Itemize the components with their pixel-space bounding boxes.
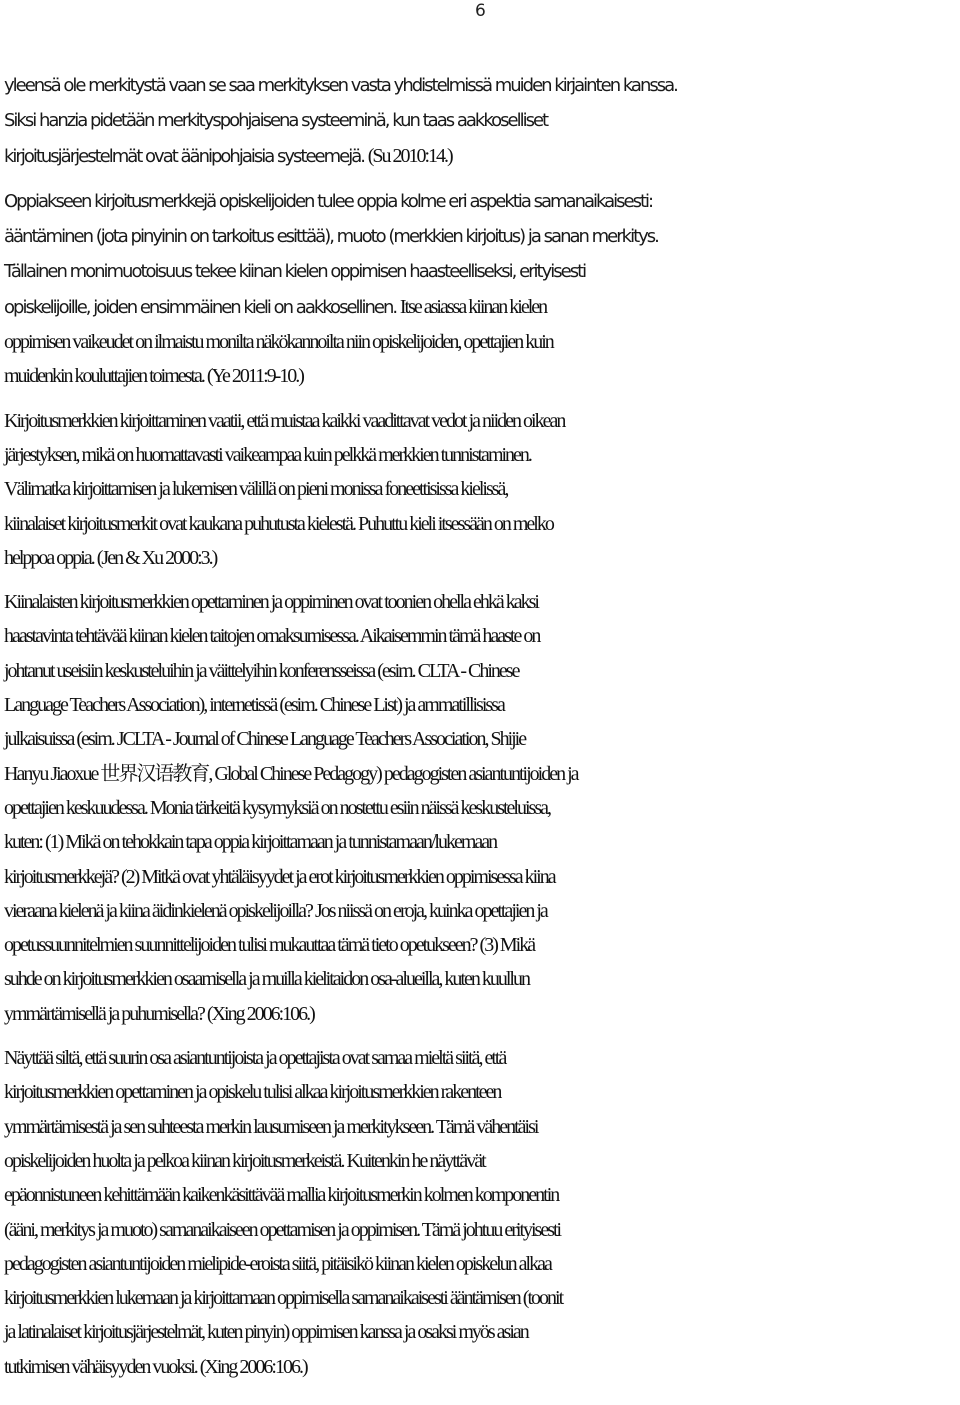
text-line [4, 757, 960, 791]
paragraph-1 [4, 68, 960, 174]
text-segment: opiskelijoiden huolta ja pelkoa kiinan kirjoitusmerkeistä. Kuitenkin he näyttävät [4, 1149, 485, 1172]
text-segment: suhde on kirjoitusmerkkien osaamisella ja muilla kielitaidon osa-alueilla, kuten kuullun [4, 968, 529, 991]
text-line [4, 1178, 960, 1212]
text-segment: opettajien keskuudessa. Monia tärkeitä kysymyksiä on nostettu esiin näissä keskusteluissa, [4, 796, 550, 819]
text-line [4, 1247, 960, 1281]
text-segment: haastavinta tehtävää kiinan kielen taitojen omaksumisessa. Aikaisemmin tämä haaste on [4, 625, 540, 648]
text-segment: Kirjoitusmerkkien kirjoittaminen vaatii, että muistaa kaikki vaadittavat vedot ja niiden oikean [4, 409, 565, 432]
text-segment: Välimatka kirjoittamisen ja lukemisen välillä on pieni monissa foneettisissa kielissä, [4, 478, 508, 501]
text-segment: tutkimisen vähäisyyden vuoksi. (Xing 2006:106.) [4, 1355, 307, 1378]
text-line [4, 507, 960, 541]
text-segment: Language Teachers Association), internetissä (esim. Chinese List) ja ammatillisissa [4, 694, 504, 717]
text-line [4, 254, 960, 289]
text-line [4, 219, 960, 254]
text-line [4, 791, 960, 825]
text-segment: Tällainen monimuotoisuus tekee kiinan kielen oppimisen haasteelliseksi, erityisesti [4, 261, 586, 283]
text-line [4, 1041, 960, 1075]
text-line [4, 722, 960, 756]
text-segment: oppimisen vaikeudet on ilmaistu monilta näkökannoilta niin opiskelijoiden, opettajien kuin [4, 331, 553, 354]
text-line [4, 654, 960, 688]
text-line [4, 619, 960, 653]
body-text [4, 68, 960, 1394]
text-line [4, 894, 960, 928]
text-segment: Näyttää siltä, että suurin osa asiantuntijoista ja opettajista ovat samaa mieltä siitä, että [4, 1047, 506, 1070]
paragraph-3 [4, 404, 960, 575]
text-segment: ymmärtämisestä ja sen suhteesta merkin lausumiseen ja merkitykseen. Tämä vähentäisi [4, 1115, 538, 1138]
text-line [4, 1213, 960, 1247]
paragraph-5 [4, 1041, 960, 1384]
text-segment: yleensä ole merkitystä vaan se saa merkityksen vasta yhdistelmissä muiden kirjainten kanssa. [4, 75, 677, 96]
text-line [4, 472, 960, 506]
text-segment: kirjoitusmerkkien lukemaan ja kirjoittamaan oppimisella samanaikaisesti ääntämisen (toonit [4, 1287, 563, 1310]
text-line [4, 1350, 960, 1384]
paragraph-2 [4, 184, 960, 394]
text-line [4, 404, 960, 438]
text-segment: kiinalaiset kirjoitusmerkit ovat kaukana puhutusta kielestä. Puhuttu kieli itsessään on melko [4, 512, 553, 535]
text-line [4, 184, 960, 219]
text-segment: muidenkin kouluttajien toimesta. (Ye 2011:9-10.) [4, 365, 303, 388]
text-line [4, 962, 960, 996]
text-segment: opiskelijoille, joiden ensimmäinen kieli on aakkosellinen. [4, 296, 400, 318]
paragraph-4 [4, 585, 960, 1031]
text-segment: kirjoitusmerkkien opettaminen ja opiskelu tulisi alkaa kirjoitusmerkkien rakenteen [4, 1081, 501, 1104]
text-line [4, 928, 960, 962]
page-number: 6 [475, 1, 486, 21]
text-segment: johtanut useisiin keskusteluihin ja väittelyihin konferensseissa (esim. CLTA - Chinese [4, 659, 519, 682]
text-line [4, 1315, 960, 1349]
text-line [4, 68, 960, 103]
text-segment: Siksi hanzia pidetään merkityspohjaisena systeeminä, kun taas aakkoselliset [4, 110, 548, 132]
text-line [4, 1075, 960, 1109]
text-segment: Itse asiassa kiinan kielen [399, 295, 547, 318]
text-line [4, 1110, 960, 1144]
text-segment: kirjoitusmerkkejä? (2) Mitkä ovat yhtäläisyydet ja erot kirjoitusmerkkien oppimisessa kiina [4, 865, 555, 888]
text-segment: pedagogisten asiantuntijoiden mielipide-eroista siitä, pitäisikö kiinan kielen opiskelun alkaa [4, 1252, 551, 1275]
text-line [4, 688, 960, 722]
text-line [4, 325, 960, 359]
text-segment: ääntäminen (jota pinyinin on tarkoitus esittää), muoto (merkkien kirjoitus) ja sanan merkitys. [4, 226, 658, 248]
text-segment: Oppiakseen kirjoitusmerkkejä opiskelijoiden tulee oppia kolme eri aspektia samanaikaisesti: [4, 190, 653, 212]
text-line [4, 997, 960, 1031]
text-segment: Hanyu Jiaoxue 世界汉语教育, Global Chinese Pedagogy) pedagogisten asiantuntijoiden ja [4, 762, 578, 785]
text-segment: helppoa oppia. (Jen & Xu 2000:3.) [4, 546, 217, 569]
text-segment: opetussuunnitelmien suunnittelijoiden tulisi mukauttaa tämä tieto opetukseen? (3) Mikä [4, 934, 535, 957]
text-segment: kuten: (1) Mikä on tehokkain tapa oppia kirjoittamaan ja tunnistamaan/lukemaan [4, 831, 497, 854]
text-line [4, 290, 960, 325]
text-line [4, 860, 960, 894]
text-segment: Kiinalaisten kirjoitusmerkkien opettaminen ja oppiminen ovat toonien ohella ehkä kaksi [4, 591, 538, 614]
text-segment: julkaisuissa (esim. JCLTA - Journal of Chinese Language Teachers Association, Shijie [4, 728, 526, 751]
text-line [4, 359, 960, 393]
text-segment: (Su 2010:14.) [367, 144, 452, 167]
text-segment: järjestyksen, mikä on huomattavasti vaikeampaa kuin pelkkä merkkien tunnistaminen. [4, 443, 531, 466]
text-line [4, 139, 960, 174]
text-segment: kirjoitusjärjestelmät ovat äänipohjaisia systeemejä. [4, 145, 368, 167]
text-segment: ymmärtämisellä ja puhumisella? (Xing 2006:106.) [4, 1002, 314, 1025]
text-line [4, 103, 960, 138]
text-line [4, 1281, 960, 1315]
text-segment: (ääni, merkitys ja muoto) samanaikaiseen opettamisen ja oppimisen. Tämä johtuu erityisesti [4, 1218, 561, 1241]
text-segment: epäonnistuneen kehittämään kaikenkäsittävää mallia kirjoitusmerkin kolmen komponentin [4, 1184, 559, 1207]
text-segment: vieraana kielenä ja kiina äidinkielenä opiskelijoilla? Jos niissä on eroja, kuinka opettajien ja [4, 899, 547, 922]
text-line [4, 585, 960, 619]
text-segment: ja latinalaiset kirjoitusjärjestelmät, kuten pinyin) oppimisen kanssa ja osaksi myös asian [4, 1321, 528, 1344]
text-line [4, 438, 960, 472]
text-line [4, 1144, 960, 1178]
text-line [4, 541, 960, 575]
text-line [4, 825, 960, 859]
